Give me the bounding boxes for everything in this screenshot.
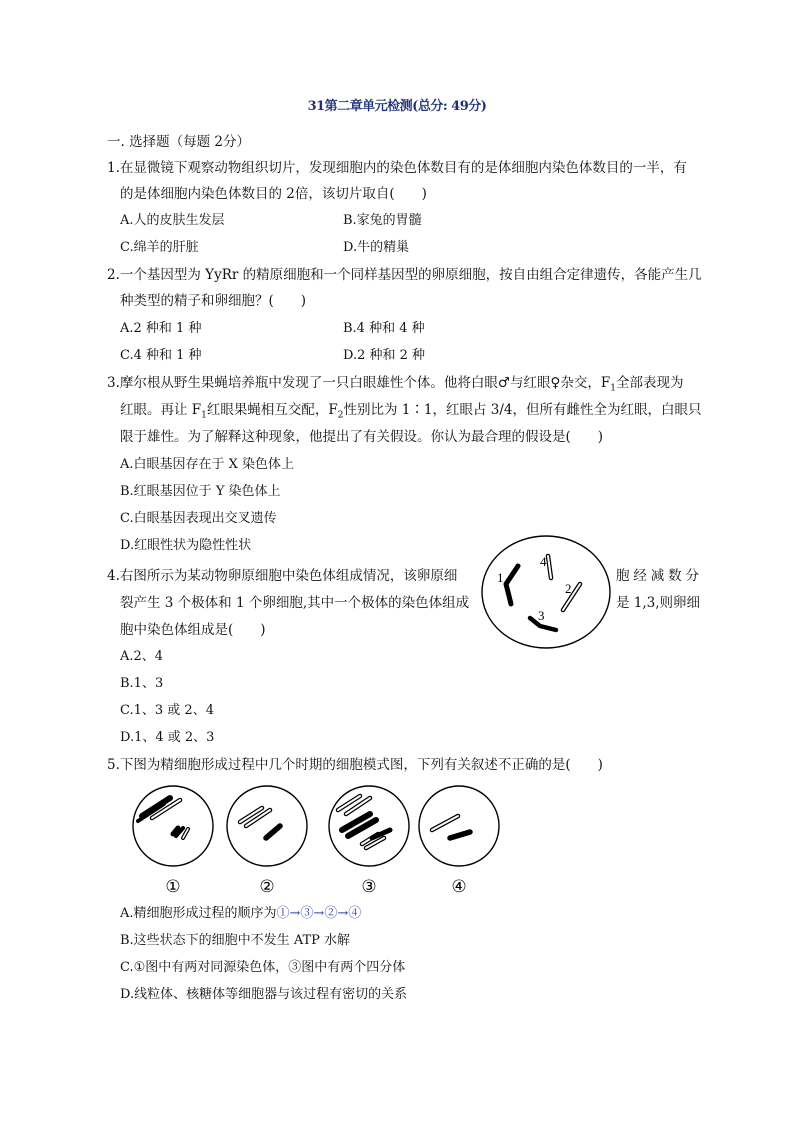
q3-text: 3.摩尔根从野生果蝇培养瓶中发现了一只白眼雄性个体。他将白眼 [107, 375, 498, 391]
q5-option-a-sequence: ①→③→②→④ [276, 906, 362, 921]
fig-label-1: 1 [497, 570, 504, 585]
q3-text: 红眼。再让 F [120, 402, 202, 418]
q2-option-a: A.2 种和 1 种 [120, 321, 202, 336]
fig-label-2: 2 [565, 581, 572, 596]
q5-option-d: D.线粒体、核糖体等细胞器与该过程有密切的关系 [120, 987, 408, 1002]
cell-4 [419, 786, 499, 866]
q2-option-c: C.4 种和 1 种 [120, 348, 202, 363]
q4-stem-line1a: 4.右图所示为某动物卵原细胞中染色体组成情况，该卵原细 [107, 568, 458, 584]
q2-stem-line2: 种类型的精子和卵细胞？( ) [120, 293, 307, 309]
q4-stem-line1b: 胞经减数分 [616, 568, 699, 584]
q3-stem-line3: 限于雄性。为了解释这种现象，他提出了有关假设。你认为最合理的假设是( ) [120, 429, 604, 445]
q5-option-a-text: A.精细胞形成过程的顺序为 [120, 906, 277, 921]
q3-option-c: C.白眼基因表现出交叉遗传 [120, 511, 277, 526]
fig-label-3: 3 [538, 608, 545, 623]
q1-stem-line1: 1.在显微镜下观察动物组织切片，发现细胞内的染色体数目有的是体细胞内染色体数目的一半，有 [107, 160, 687, 176]
q3-text: 与红眼 [510, 375, 551, 391]
q5-option-a [120, 904, 361, 924]
page-title: 31第二章单元检测(总分: 49分) [307, 99, 487, 114]
male-symbol: ♂ [497, 375, 510, 391]
q4-stem-line2a: 裂产生 3 个极体和 1 个卵细胞,其中一个极体的染色体组成 [120, 595, 470, 611]
q5-option-c: C.①图中有两对同源染色体，③图中有两个四分体 [120, 960, 406, 975]
q4-stem-line3: 胞中染色体组成是( ) [120, 622, 266, 638]
subscript: 2 [337, 410, 344, 421]
q1-option-d: D.牛的精巢 [343, 240, 410, 255]
q3-option-b: B.红眼基因位于 Y 染色体上 [120, 484, 281, 499]
cell-4-outline [419, 786, 499, 866]
cell-2 [227, 786, 307, 866]
q3-text: 性别比为 1∶1，红眼占 3/4，但所有雌性全为红眼，白眼只 [343, 402, 702, 418]
chromosome-1 [506, 566, 518, 604]
q3-option-a: A.白眼基因存在于 X 染色体上 [120, 457, 295, 472]
cell-2-outline [227, 786, 307, 866]
q3-text: 杂交，F [560, 375, 611, 391]
q2-option-d: D.2 种和 2 种 [343, 348, 426, 363]
cell-label-1: ① [165, 877, 181, 897]
q4-option-a: A.2、4 [120, 649, 164, 664]
cell-label-3: ③ [361, 877, 377, 897]
section-heading: 一. 选择题（每题 2分） [107, 134, 250, 150]
q2-option-b: B.4 种和 4 种 [343, 321, 425, 336]
q3-stem-line1 [107, 373, 683, 399]
q1-option-b: B.家兔的胃髓 [343, 213, 422, 228]
q4-stem-line2b: 是 1,3,则卵细 [616, 595, 701, 611]
q3-text: 全部表现为 [615, 375, 684, 391]
q3-text: 红眼果蝇相互交配，F [206, 402, 338, 418]
oocyte-chromosome-figure [478, 534, 614, 650]
fig-label-4: 4 [540, 554, 547, 569]
spermatogenesis-figure [120, 786, 510, 896]
q5-option-b: B.这些状态下的细胞中不发生 ATP 水解 [120, 933, 351, 948]
cell-3 [329, 786, 409, 866]
chromosome-fill [432, 816, 458, 830]
q1-option-c: C.绵羊的肝脏 [120, 240, 199, 255]
q3-option-d: D.红眼性状为隐性性状 [120, 538, 252, 553]
female-symbol: ♀ [550, 375, 561, 391]
chromosome [450, 832, 470, 838]
q4-option-c: C.1、3 或 2、4 [120, 703, 214, 718]
cell-outline [482, 536, 610, 648]
q2-stem-line1: 2.一个基因型为 YyRr 的精原细胞和一个同样基因型的卵原细胞，按自由组合定律遗传，各能产生几 [107, 267, 702, 283]
cell-label-2: ② [259, 877, 275, 897]
q5-stem: 5.下图为精细胞形成过程中几个时期的细胞模式图，下列有关叙述不正确的是( ) [107, 757, 603, 773]
cell-1 [133, 786, 213, 866]
q1-option-a: A.人的皮肤生发层 [120, 213, 225, 228]
q3-stem-line2 [120, 400, 702, 426]
subscript: 1 [610, 383, 616, 394]
cell-label-4: ④ [451, 877, 467, 897]
subscript: 1 [201, 410, 207, 421]
q1-stem-line2: 的是体细胞内染色体数目的 2倍，该切片取自( ) [120, 186, 427, 202]
q4-option-b: B.1、3 [120, 676, 164, 691]
chromosome [266, 826, 280, 838]
q4-option-d: D.1、4 或 2、3 [120, 730, 215, 745]
